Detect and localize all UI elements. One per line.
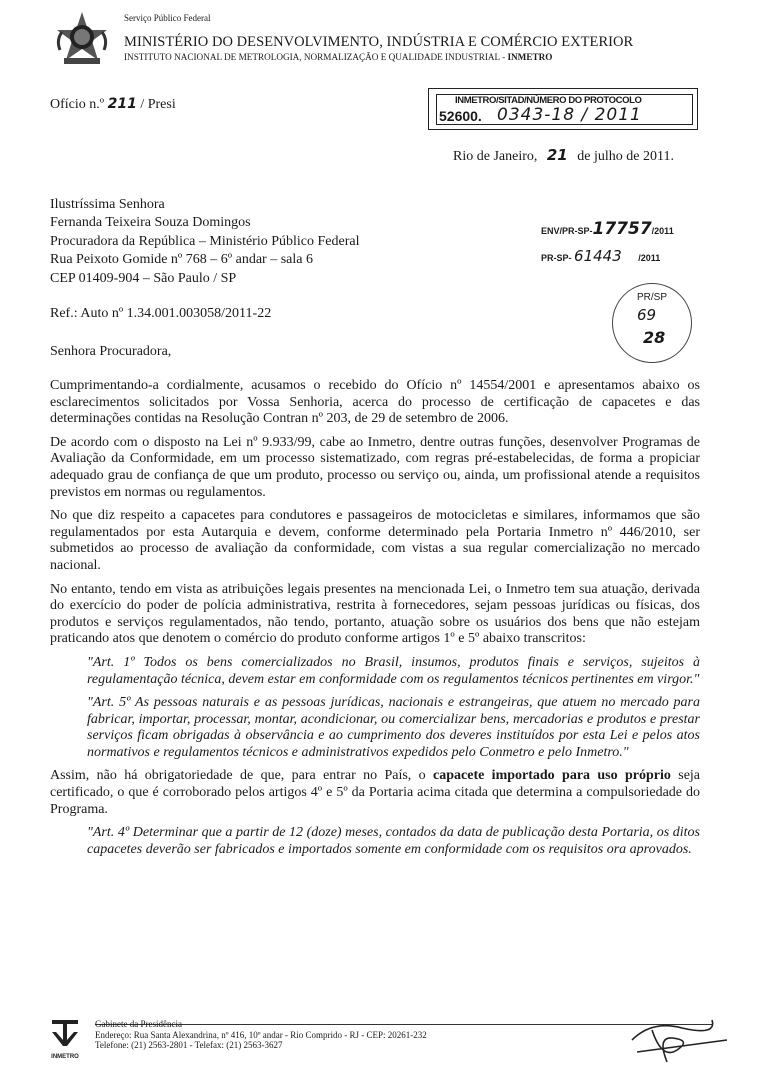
oficio-suffix: / Presi — [140, 97, 176, 112]
oficio-number — [50, 96, 176, 113]
footer-line-1: Gabinete da Presidência — [95, 1019, 182, 1029]
date-day: 21 — [546, 146, 568, 164]
protocol-number: 0343-18 / 2011 — [497, 105, 642, 125]
envpr-stamp — [541, 219, 674, 239]
reference-line: Ref.: Auto nº 1.34.001.003058/2011-22 — [50, 306, 272, 321]
header-institute — [124, 52, 552, 62]
prsp-label: PR-SP- — [541, 253, 572, 263]
date-rest: de julho de 2011. — [577, 149, 674, 164]
footer-line-3: Telefone: (21) 2563-2801 - Telefax: (21) 2563-3627 — [95, 1040, 283, 1051]
letter-body — [50, 378, 700, 865]
circle-stamp-number-1: 69 — [637, 306, 657, 324]
header-institute-text: INSTITUTO NACIONAL DE METROLOGIA, NORMALIZAÇÃO E QUALIDADE INDUSTRIAL - — [124, 52, 508, 62]
circle-stamp-number-2: 28 — [643, 328, 666, 347]
handwritten-signature-icon — [622, 1010, 732, 1066]
inmetro-logo-icon — [48, 1016, 82, 1062]
envpr-year: /2011 — [651, 226, 674, 236]
body-paragraph — [50, 768, 700, 818]
protocol-label: INMETRO/SITAD/NÚMERO DO PROTOCOLO — [455, 95, 642, 106]
envpr-label: ENV/PR-SP- — [541, 226, 593, 236]
footer-line-2: Endereço: Rua Santa Alexandrina, nº 416, 10º andar - Rio Comprido - RJ - CEP: 20261-232 — [95, 1029, 427, 1040]
oficio-handwritten-number: 211 — [107, 96, 137, 112]
letter-date — [453, 146, 674, 165]
quoted-article-1: "Art. 1º Todos os bens comercializados no Brasil, insumos, produtos finais e serviços, sujeitos à regulamentação técnica, devem estar em conformidade com os regulamentos técnicos pertinentes em virgor." — [87, 654, 700, 687]
circle-stamp-title: PR/SP — [636, 292, 667, 303]
salutation: Senhora Procuradora, — [50, 344, 172, 359]
quoted-article-4: "Art. 4º Determinar que a partir de 12 (doze) meses, contados da data de publicação desta Portaria, os ditos capacetes deverão ser fabricados e importados somente em conformidade com os requisitos ora aprovados. — [87, 825, 700, 857]
body-paragraph: No entanto, tendo em vista as atribuições legais presentes na mencionada Lei, o Inmetro tem sua atuação, derivada do exercício do poder de polícia administrativa, restrita à fornecedores, sejam pessoas jurídicas ou físicas, dos produtos e serviços regulamentados, não tendo, portanto, atuação sobre os usuários dos bens que não estejam praticando atos que denotem o comércio do produto conforme artigos 1º e 5º abaixo transcritos: — [50, 581, 700, 647]
recipient-line: Rua Peixoto Gomide nº 768 – 6º andar – sala 6 — [50, 252, 313, 268]
header-institute-bold: INMETRO — [507, 52, 553, 62]
prsp-stamp — [541, 247, 660, 265]
brazil-coat-of-arms-icon — [52, 10, 112, 70]
recipient-address — [50, 196, 359, 288]
recipient-line: CEP 01409-904 – São Paulo / SP — [50, 270, 237, 286]
recipient-line: Procuradora da República – Ministério Público Federal — [50, 233, 360, 249]
oficio-prefix: Ofício n.º — [50, 97, 105, 112]
envpr-number: 17757 — [592, 219, 652, 239]
protocol-prefix: 52600. — [439, 108, 482, 124]
prsp-circle-stamp — [612, 283, 692, 363]
prsp-number: 61443 — [574, 247, 622, 265]
header-ministry: MINISTÉRIO DO DESENVOLVIMENTO, INDÚSTRIA E COMÉRCIO EXTERIOR — [124, 34, 634, 50]
footer-contact — [95, 1019, 427, 1051]
prsp-year: /2011 — [638, 253, 661, 263]
header-service: Serviço Público Federal — [124, 13, 211, 23]
body-paragraph: Cumprimentando-a cordialmente, acusamos o recebido do Ofício nº 14554/2001 e apresentamos abaixo os esclarecimentos solicitados por Vossa Senhoria, acerca do processo de certificação de capacetes e das determinações contidas na Resolução Contran nº 203, de 29 de setembro de 2006. — [50, 378, 700, 427]
body-paragraph: No que diz respeito a capacetes para condutores e passageiros de motocicletas e similares, informamos que são regulamentados por esta Autarquia e devem, conforme determinado pela Portaria Inmetro nº 446/2010, ser submetidos ao processo de avaliação da conformidade, com vistas a sua regular comercialização no mercado nacional. — [50, 508, 700, 573]
body-paragraph: De acordo com o disposto na Lei nº 9.933/99, cabe ao Inmetro, dentre outras funções, desenvolver Programas de Avaliação da Conformidade, em um processo sistematizado, com regras pré-estabelecidas, de forma a propiciar adequado grau de confiança de que um produto, processo ou serviço ou, ainda, um profissional atende a requisitos previstos em normas ou regulamentos. — [50, 434, 700, 500]
recipient-line: Fernanda Teixeira Souza Domingos — [50, 215, 251, 231]
body-text: Assim, não há obrigatoriedade de que, para entrar no País, o — [50, 768, 434, 784]
body-bold-text: capacete importado para uso próprio — [433, 768, 671, 784]
recipient-line: Ilustríssima Senhora — [50, 197, 165, 212]
protocol-stamp — [428, 88, 698, 130]
date-city: Rio de Janeiro, — [453, 149, 538, 164]
logo-text: INMETRO — [51, 1054, 79, 1060]
body-text: seja certificado, o que é corroborado pelos artigos 4º e 5º da Portaria acima citada que determina a compulsoriedade do Programa. — [50, 768, 701, 817]
quoted-article-5: "Art. 5º As pessoas naturais e as pessoas jurídicas, nacionais e estrangeiras, que atuem no mercado para fabricar, importar, processar, montar, acondicionar, ou comercializar bens, mercadorias e produtos e prestar serviços ficam obrigadas à observância e ao cumprimento dos deveres instituídos por esta Lei e pelos atos normativos e regulamentos técnicos e administrativos expedidos pelo Conmetro e pelo Inmetro." — [87, 695, 700, 760]
